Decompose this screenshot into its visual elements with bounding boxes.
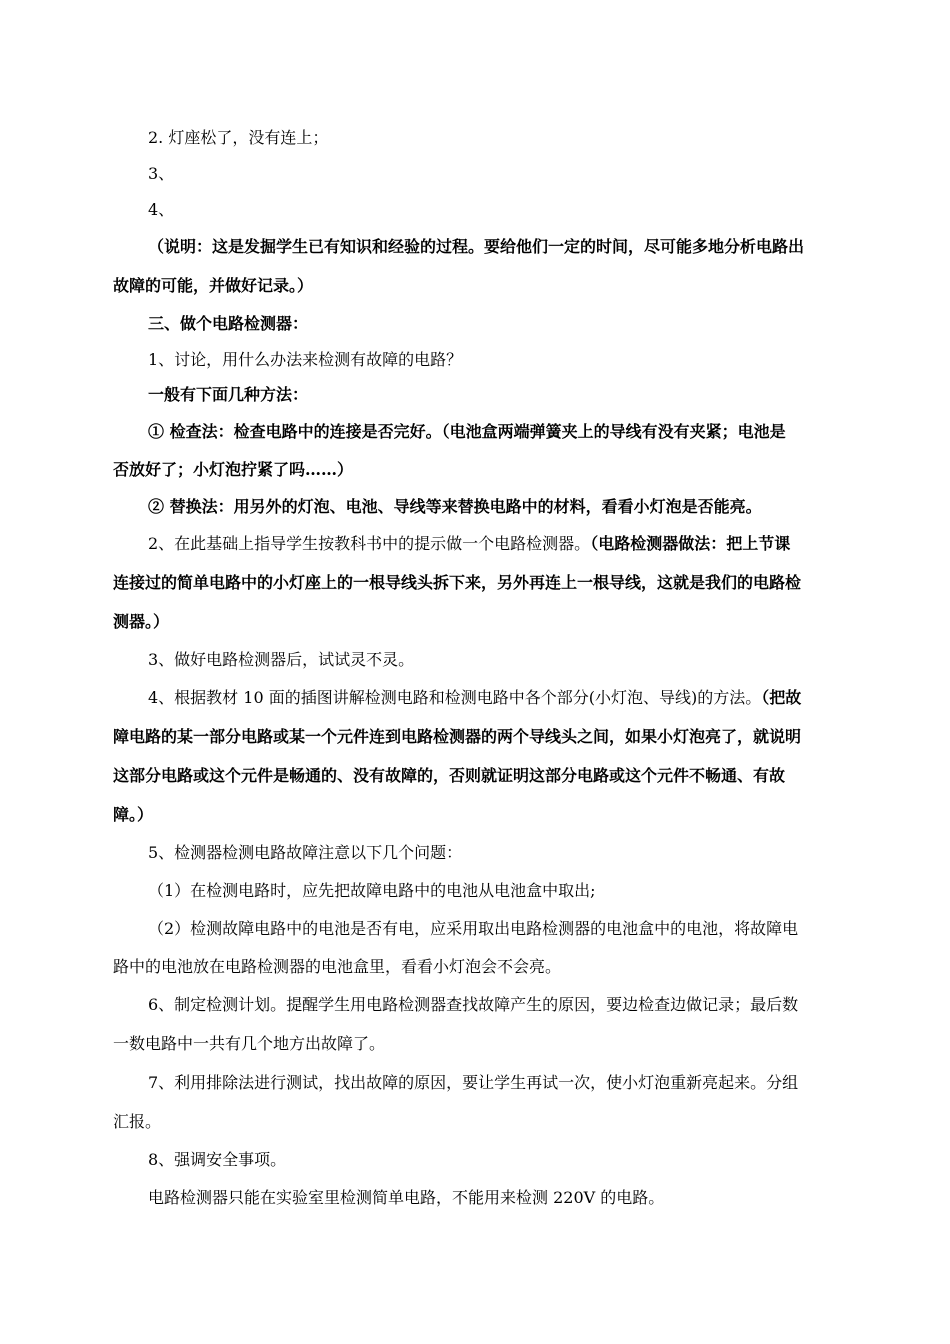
paragraph-text: 4、根据教材 10 面的插图讲解检测电路和检测电路中各个部分(小灯泡、导线)的方法。: [148, 688, 762, 707]
paragraph-line: 一数电路中一共有几个地方出故障了。: [113, 1034, 386, 1053]
note-line: 障。）: [113, 805, 154, 824]
paragraph-line: 3、做好电路检测器后，试试灵不灵。: [148, 650, 415, 669]
paragraph-line: 7、利用排除法进行测试，找出故障的原因，要让学生再试一次，使小灯泡重新亮起来。分组: [148, 1073, 799, 1092]
note-line: （说明：这是发掘学生已有知识和经验的过程。要给他们一定的时间，尽可能多地分析电路出: [148, 237, 805, 256]
paragraph-line: 4、: [148, 200, 175, 219]
paragraph-line: 汇报。: [113, 1112, 162, 1131]
paragraph-line: 电路检测器只能在实验室里检测简单电路，不能用来检测 220V 的电路。: [148, 1188, 665, 1207]
paragraph-line: [148, 688, 843, 708]
note-line: 这部分电路或这个元件是畅通的、没有故障的，否则就证明这部分电路或这个元件不畅通、有故: [113, 766, 786, 785]
paragraph-line: 8、强调安全事项。: [148, 1150, 287, 1169]
paragraph-line: 2. 灯座松了，没有连上；: [148, 128, 329, 147]
methods-heading: 一般有下面几种方法：: [148, 385, 309, 404]
method-line: ① 检查法：检查电路中的连接是否完好。（电池盒两端弹簧夹上的导线有没有夹紧；电池是: [148, 422, 786, 441]
paragraph-line: 5、检测器检测电路故障注意以下几个问题：: [148, 843, 463, 862]
section-heading: 三、做个电路检测器：: [148, 314, 309, 333]
note-line: 连接过的简单电路中的小灯座上的一根导线头拆下来，另外再连上一根导线，这就是我们的电路检: [113, 573, 802, 592]
paragraph-text: 2、在此基础上指导学生按教科书中的提示做一个电路检测器。: [148, 534, 591, 553]
paragraph-line: （1）在检测电路时，应先把故障电路中的电池从电池盒中取出;: [148, 881, 596, 900]
note-text: （把故: [761, 688, 802, 707]
method-line: 否放好了；小灯泡拧紧了吗……）: [113, 460, 354, 479]
paragraph-line: 1、讨论，用什么办法来检测有故障的电路？: [148, 350, 463, 369]
note-text: （电路检测器做法：把上节课: [590, 534, 791, 553]
note-line: 障电路的某一部分电路或某一个元件连到电路检测器的两个导线头之间，如果小灯泡亮了，就说明: [113, 727, 802, 746]
paragraph-line: 路中的电池放在电路检测器的电池盒里，看看小灯泡会不会亮。: [113, 957, 562, 976]
note-line: 测器。）: [113, 612, 170, 631]
paragraph-line: 3、: [148, 164, 175, 183]
paragraph-line: [148, 534, 843, 554]
paragraph-line: （2）检测故障电路中的电池是否有电，应采用取出电路检测器的电池盒中的电池，将故障电: [148, 919, 799, 938]
paragraph-line: 6、制定检测计划。提醒学生用电路检测器查找故障产生的原因，要边检查边做记录；最后数: [148, 995, 799, 1014]
note-line: 故障的可能，并做好记录。）: [113, 276, 314, 295]
method-line: ② 替换法：用另外的灯泡、电池、导线等来替换电路中的材料，看看小灯泡是否能亮。: [148, 497, 762, 516]
